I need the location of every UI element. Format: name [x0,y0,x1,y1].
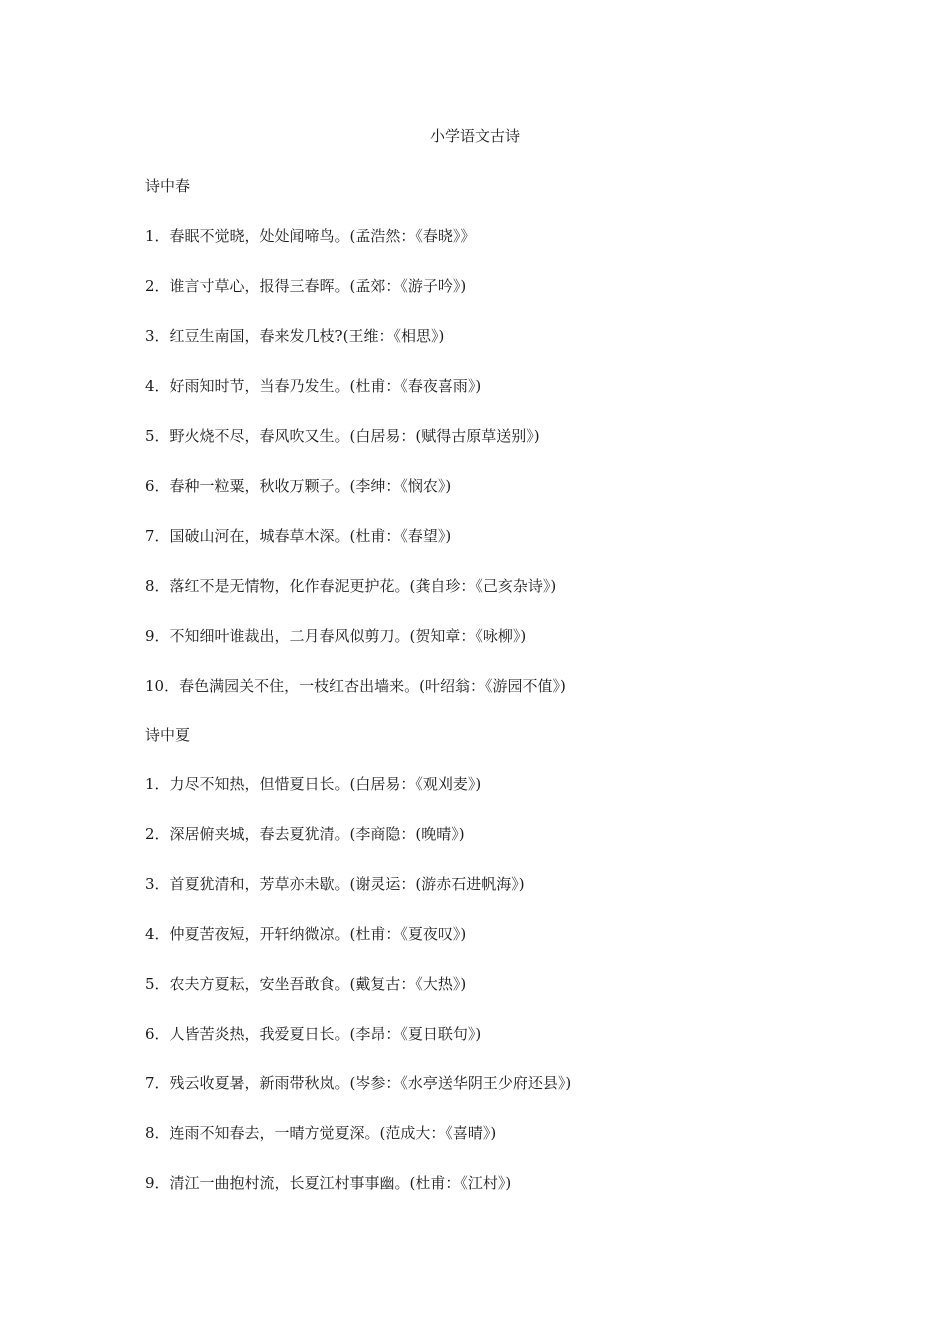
poem-line: 1．力尽不知热，但惜夏日长。(白居易：《观刈麦》) [145,775,482,793]
poem-line: 8．连雨不知春去，一晴方觉夏深。(范成大：《喜晴》) [145,1124,497,1142]
poem-line: 9．不知细叶谁裁出，二月春风似剪刀。(贺知章：《咏柳》) [145,627,527,645]
poem-line: 4．仲夏苦夜短，开轩纳微凉。(杜甫：《夏夜叹》) [145,925,467,943]
poem-line: 8．落红不是无情物，化作春泥更护花。(龚自珍：《己亥杂诗》) [145,577,557,595]
poem-line: 1．春眠不觉晓，处处闻啼鸟。(孟浩然：《春晓》》 [145,227,476,245]
poem-line: 6．人皆苦炎热，我爱夏日长。(李昂：《夏日联句》) [145,1025,482,1043]
poem-line: 3．首夏犹清和，芳草亦未歇。(谢灵运：(游赤石进帆海》) [145,875,525,893]
poem-line: 4．好雨知时节，当春乃发生。(杜甫：《春夜喜雨》) [145,377,482,395]
poem-line: 5．农夫方夏耘，安坐吾敢食。(戴复古：《大热》) [145,975,467,993]
poem-line: 6．春种一粒粟，秋收万颗子。(李绅：《悯农》) [145,477,452,495]
poem-line: 9．清江一曲抱村流，长夏江村事事幽。(杜甫：《江村》) [145,1174,512,1192]
poem-line: 2．深居俯夹城，春去夏犹清。(李商隐：(晚晴》) [145,825,465,843]
section-heading-spring: 诗中春 [145,177,191,195]
poem-line: 7．国破山河在，城春草木深。(杜甫：《春望》) [145,527,452,545]
poem-line: 2．谁言寸草心，报得三春晖。(孟郊：《游子吟》) [145,277,467,295]
poem-line: 7．残云收夏暑，新雨带秋岚。(岑参：《水亭送华阴王少府还县》) [145,1074,572,1092]
poem-line: 3．红豆生南国，春来发几枝?(王维：《相思》) [145,327,445,345]
poem-line: 10．春色满园关不住，一枝红杏出墙来。(叶绍翁：《游园不值》) [145,677,566,695]
section-heading-summer: 诗中夏 [145,726,191,744]
document-title: 小学语文古诗 [429,127,520,145]
poem-line: 5．野火烧不尽，春风吹又生。(白居易：(赋得古原草送别》) [145,427,540,445]
